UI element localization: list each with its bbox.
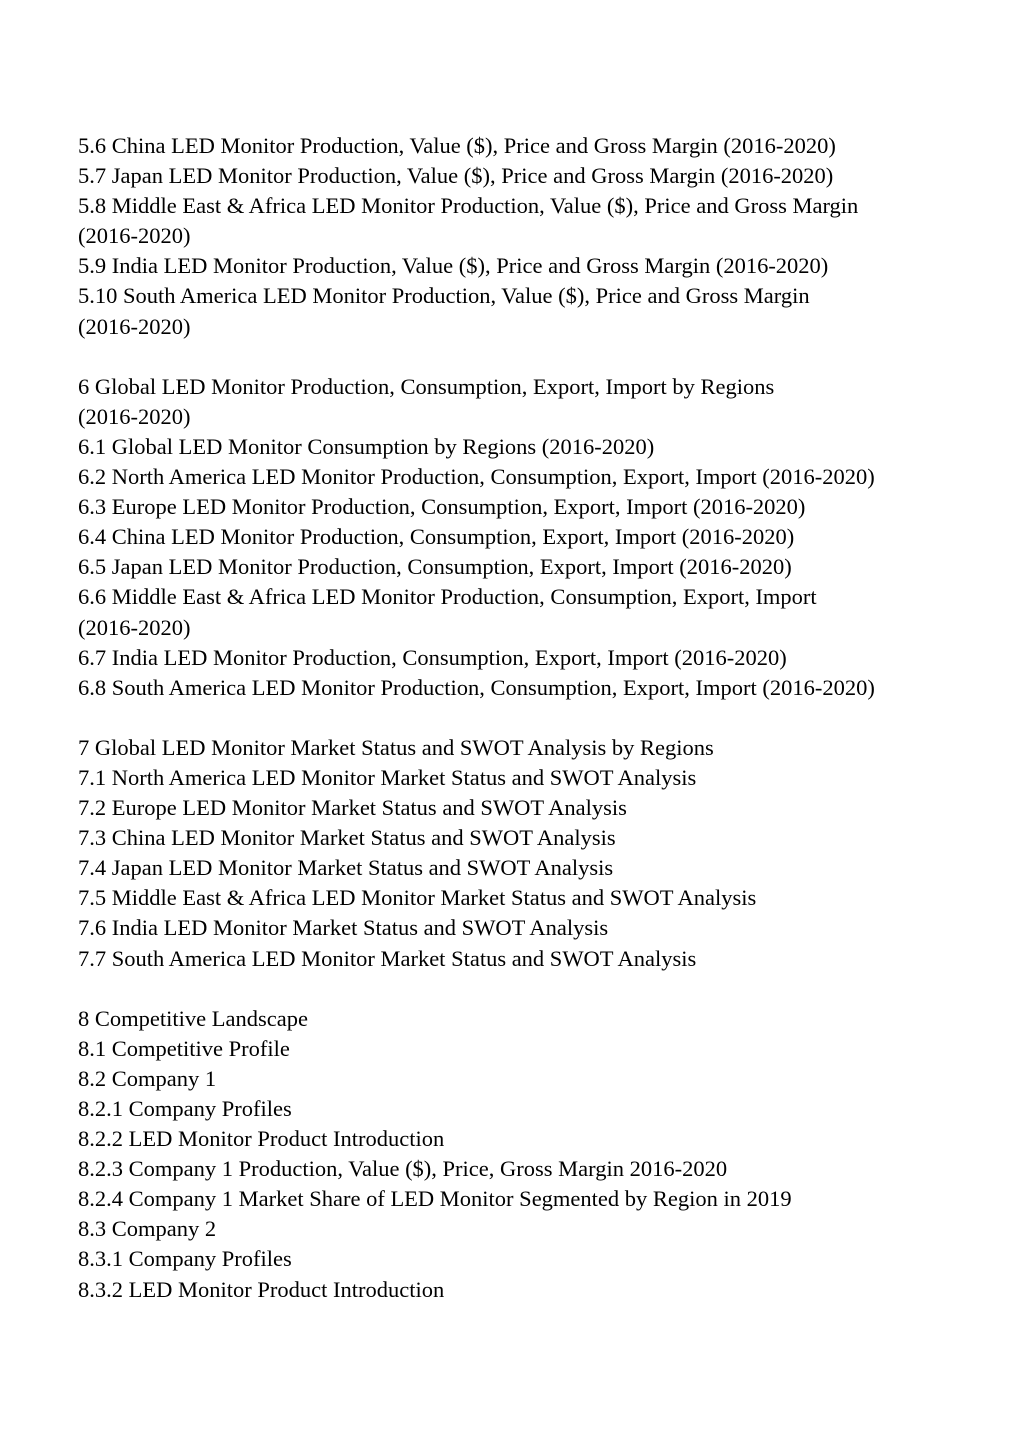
toc-line: 8.1 Competitive Profile [78,1035,290,1061]
toc-line: 8.3.2 LED Monitor Product Introduction [78,1276,445,1302]
toc-line: 6.7 India LED Monitor Production, Consumption, Export, Import (2016-2020) [78,644,787,670]
toc-line: 5.7 Japan LED Monitor Production, Value ($), Price and Gross Margin (2016-2020) [78,163,834,189]
toc-content [78,131,948,1305]
toc-line: (2016-2020) [78,403,191,429]
toc-line: 7.2 Europe LED Monitor Market Status and SWOT Analysis [78,795,627,821]
toc-line: 8.3 Company 2 [78,1216,217,1242]
toc-line: (2016-2020) [78,223,191,249]
toc-line: 6.1 Global LED Monitor Consumption by Regions (2016-2020) [78,433,655,459]
toc-line: 8.3.1 Company Profiles [78,1246,292,1272]
toc-line: 8.2.3 Company 1 Production, Value ($), Price, Gross Margin 2016-2020 [78,1156,728,1182]
toc-section-heading: 8 Competitive Landscape [78,1005,308,1031]
toc-line: 7.1 North America LED Monitor Market Status and SWOT Analysis [78,764,697,790]
section-gap [78,703,948,733]
toc-section-heading: 6 Global LED Monitor Production, Consumption, Export, Import by Regions [78,373,775,399]
toc-line: 6.8 South America LED Monitor Production, Consumption, Export, Import (2016-2020) [78,674,875,700]
section-gap [78,342,948,372]
toc-line: 7.7 South America LED Monitor Market Status and SWOT Analysis [78,945,697,971]
toc-line: 7.6 India LED Monitor Market Status and SWOT Analysis [78,915,609,941]
toc-line: 5.10 South America LED Monitor Production, Value ($), Price and Gross Margin [78,283,810,309]
toc-line: 5.6 China LED Monitor Production, Value ($), Price and Gross Margin (2016-2020) [78,133,836,158]
toc-line: 6.6 Middle East & Africa LED Monitor Production, Consumption, Export, Import [78,584,817,610]
toc-line: 8.2.4 Company 1 Market Share of LED Monitor Segmented by Region in 2019 [78,1186,792,1212]
toc-line: (2016-2020) [78,313,191,339]
toc-section-heading: 7 Global LED Monitor Market Status and SWOT Analysis by Regions [78,734,714,760]
toc-line: 7.3 China LED Monitor Market Status and SWOT Analysis [78,825,616,851]
toc-line: 8.2 Company 1 [78,1065,217,1091]
toc-line: 6.2 North America LED Monitor Production, Consumption, Export, Import (2016-2020) [78,464,875,490]
toc-line: 8.2.2 LED Monitor Product Introduction [78,1126,445,1152]
toc-line: 7.4 Japan LED Monitor Market Status and SWOT Analysis [78,855,614,881]
toc-line: 6.5 Japan LED Monitor Production, Consumption, Export, Import (2016-2020) [78,554,792,580]
toc-line: 6.4 China LED Monitor Production, Consumption, Export, Import (2016-2020) [78,524,795,550]
toc-line: 5.8 Middle East & Africa LED Monitor Production, Value ($), Price and Gross Margin [78,193,859,219]
toc-line: 6.3 Europe LED Monitor Production, Consumption, Export, Import (2016-2020) [78,494,806,520]
toc-line: 8.2.1 Company Profiles [78,1096,292,1121]
section-gap [78,974,948,1004]
toc-line: 7.5 Middle East & Africa LED Monitor Market Status and SWOT Analysis [78,885,757,911]
toc-line: 5.9 India LED Monitor Production, Value ($), Price and Gross Margin (2016-2020) [78,253,829,279]
toc-line: (2016-2020) [78,614,191,640]
